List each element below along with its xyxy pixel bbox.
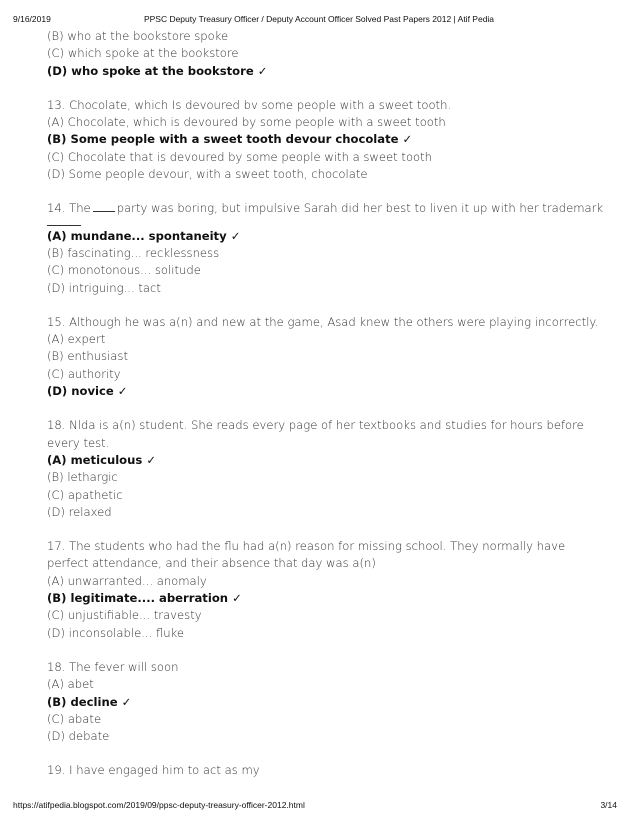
option-line: (C) abate [47, 711, 102, 726]
option-line: (A) abet [47, 677, 94, 692]
correct-answer: (B) decline ✓ [47, 694, 132, 709]
question-14-start: 14. The [47, 201, 91, 216]
question-14 [47, 200, 607, 217]
option-line: (D) debate [47, 729, 110, 744]
questions-content [47, 28, 607, 780]
option-line: (C) authority [47, 366, 121, 381]
question-14-rest: party was boring, but impulsive Sarah did her best to liven it up with her trademark [116, 201, 604, 216]
question-15: 15. Although he was a(n) and new at the game, Asad knew the others were playing incorrectly. [47, 314, 599, 329]
option-line: (B) lethargic [47, 470, 118, 485]
option-line: (C) monotonous... solitude [47, 263, 201, 278]
answer-blank [93, 210, 115, 212]
correct-answer: (D) novice ✓ [47, 384, 128, 399]
page-number: 3/14 [600, 800, 617, 810]
option-line: (C) apathetic [47, 487, 123, 502]
correct-answer: (A) mundane... spontaneity ✓ [47, 228, 241, 243]
option-line: (D) relaxed [47, 504, 112, 519]
correct-answer: (B) Some people with a sweet tooth devour chocolate ✓ [47, 132, 413, 147]
correct-answer: (A) meticulous ✓ [47, 452, 157, 467]
option-line: (A) unwarranted... anomaly [47, 573, 207, 588]
header-date: 9/16/2019 [13, 14, 51, 24]
question-19: 19. I have engaged him to act as my [47, 763, 260, 778]
correct-answer: (D) who spoke at the bookstore ✓ [47, 63, 268, 78]
option-line: (D) intriguing... tact [47, 280, 161, 295]
answer-blank [47, 218, 81, 226]
header-title: PPSC Deputy Treasury Officer / Deputy Account Officer Solved Past Papers 2012 | Atif Pedia [143, 14, 495, 24]
option-line: (A) expert [47, 332, 106, 347]
footer-url[interactable]: https://atifpedia.blogspot.com/2019/09/ppsc-deputy-treasury-officer-2012.html [13, 800, 305, 810]
question-17: 17. The students who had the flu had a(n) reason for missing school. They normally have perfect attendance, and their absence that day was a(n) [47, 539, 566, 571]
question-18a: 18. Nlda is a(n) student. She reads every page of her textbooks and studies for hours before every test. [47, 418, 584, 450]
question-13: 13. Chocolate, which Is devoured bv some people with a sweet tooth. [47, 97, 452, 112]
question-18b: 18. The fever will soon [47, 659, 179, 674]
option-line: (C) Chocolate that is devoured by some people with a sweet tooth [47, 149, 433, 164]
option-line: (C) which spoke at the bookstore [47, 46, 239, 61]
option-line: (B) enthusiast [47, 349, 128, 364]
option-line: (B) who at the bookstore spoke [47, 29, 229, 43]
option-line: (A) Chocolate, which is devoured by some people with a sweet tooth [47, 115, 446, 130]
option-line: (B) fascinating... recklessness [47, 245, 220, 260]
option-line: (D) inconsolable... fluke [47, 625, 185, 640]
correct-answer: (B) legitimate.... aberration ✓ [47, 591, 242, 606]
option-line: (C) unjustifiable... travesty [47, 608, 202, 623]
option-line: (D) Some people devour, with a sweet tooth, chocolate [47, 167, 368, 182]
